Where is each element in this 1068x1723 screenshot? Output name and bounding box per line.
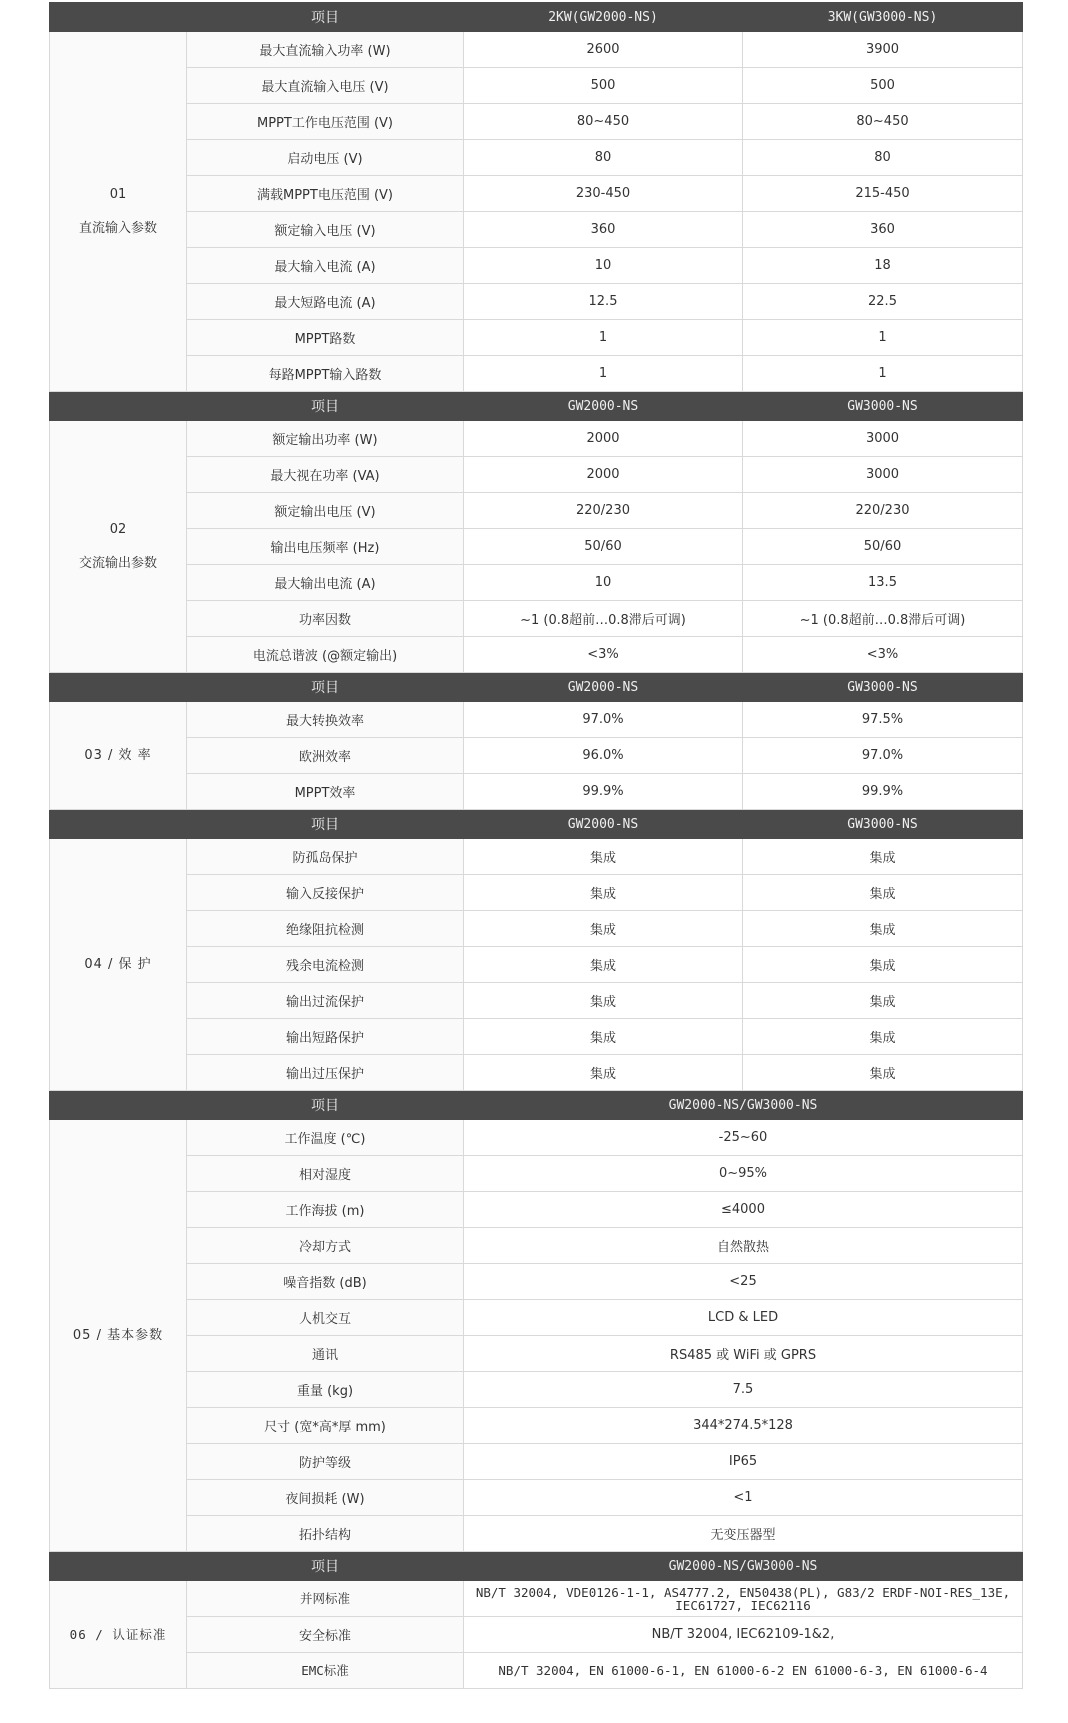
spec-label: 尺寸 (宽*高*厚 mm)	[187, 1408, 464, 1444]
spec-value: 99.9%	[464, 774, 743, 810]
spec-value: 1	[464, 356, 743, 392]
spec-row	[50, 493, 1023, 529]
spec-value: IP65	[464, 1444, 1023, 1480]
spec-value: -25~60	[464, 1120, 1023, 1156]
spec-label: 欧洲效率	[187, 738, 464, 774]
spec-value: 3000	[743, 457, 1023, 493]
spec-row	[50, 1653, 1023, 1689]
spec-label: 满载MPPT电压范围 (V)	[187, 176, 464, 212]
section-header-spacer	[50, 1552, 187, 1581]
spec-label: 夜间损耗 (W)	[187, 1480, 464, 1516]
spec-row	[50, 1264, 1023, 1300]
section-header-row	[50, 1091, 1023, 1120]
section-number: 03 /	[84, 747, 114, 763]
section-name: 交流输出参数	[78, 555, 157, 571]
spec-value: 集成	[743, 875, 1023, 911]
column-header-item: 项目	[187, 392, 464, 421]
spec-value: 18	[743, 248, 1023, 284]
spec-value: 集成	[464, 1019, 743, 1055]
spec-label: 输出电压频率 (Hz)	[187, 529, 464, 565]
section-title	[50, 702, 187, 810]
spec-value: <1	[464, 1480, 1023, 1516]
spec-value: 0~95%	[464, 1156, 1023, 1192]
spec-row	[50, 1516, 1023, 1552]
spec-value: NB/T 32004, IEC62109-1&2,	[464, 1617, 1023, 1653]
spec-label: 最大短路电流 (A)	[187, 284, 464, 320]
section-title	[50, 1581, 187, 1689]
spec-label: 额定输出功率 (W)	[187, 421, 464, 457]
spec-row	[50, 637, 1023, 673]
column-header-item: 项目	[187, 810, 464, 839]
spec-value: 无变压器型	[464, 1516, 1023, 1552]
section-title	[50, 1120, 187, 1552]
spec-row	[50, 529, 1023, 565]
spec-row	[50, 104, 1023, 140]
spec-label: 额定输入电压 (V)	[187, 212, 464, 248]
spec-row	[50, 421, 1023, 457]
spec-label: MPPT工作电压范围 (V)	[187, 104, 464, 140]
spec-row	[50, 1372, 1023, 1408]
section-name: 直流输入参数	[78, 220, 157, 236]
spec-value: 集成	[743, 839, 1023, 875]
spec-value: 99.9%	[743, 774, 1023, 810]
section-header-row	[50, 810, 1023, 839]
spec-label: 电流总谐波 (@额定输出)	[187, 637, 464, 673]
section-header-spacer	[50, 1091, 187, 1120]
spec-value: 2600	[464, 32, 743, 68]
spec-row	[50, 320, 1023, 356]
spec-row	[50, 1581, 1023, 1617]
spec-row	[50, 457, 1023, 493]
spec-label: 最大转换效率	[187, 702, 464, 738]
spec-label: 启动电压 (V)	[187, 140, 464, 176]
section-title	[50, 839, 187, 1091]
section-title	[50, 32, 187, 392]
section-header-spacer	[50, 673, 187, 702]
spec-row	[50, 248, 1023, 284]
spec-label: MPPT路数	[187, 320, 464, 356]
spec-row	[50, 1617, 1023, 1653]
spec-value: 集成	[464, 983, 743, 1019]
spec-label: 重量 (kg)	[187, 1372, 464, 1408]
spec-row	[50, 176, 1023, 212]
spec-label: 最大直流输入电压 (V)	[187, 68, 464, 104]
spec-value: 50/60	[743, 529, 1023, 565]
spec-value: 80	[464, 140, 743, 176]
spec-value: NB/T 32004, EN 61000-6-1, EN 61000-6-2 EN 61000-6-3, EN 61000-6-4	[464, 1653, 1023, 1689]
spec-label: 输出过流保护	[187, 983, 464, 1019]
spec-row	[50, 947, 1023, 983]
spec-sheet	[49, 2, 1022, 1689]
spec-value: 集成	[464, 839, 743, 875]
spec-row	[50, 284, 1023, 320]
column-header-model: GW3000-NS	[743, 673, 1023, 702]
column-header-model: 3KW(GW3000-NS)	[743, 3, 1023, 32]
spec-row	[50, 839, 1023, 875]
spec-label: EMC标准	[187, 1653, 464, 1689]
spec-value: 自然散热	[464, 1228, 1023, 1264]
spec-row	[50, 983, 1023, 1019]
spec-row	[50, 140, 1023, 176]
spec-row	[50, 1444, 1023, 1480]
spec-row	[50, 32, 1023, 68]
spec-value: 220/230	[743, 493, 1023, 529]
spec-value: 97.5%	[743, 702, 1023, 738]
spec-label: 防孤岛保护	[187, 839, 464, 875]
spec-value: NB/T 32004, VDE0126-1-1, AS4777.2, EN50438(PL), G83/2 ERDF-NOI-RES_13E, IEC61727, IEC62116	[464, 1581, 1023, 1617]
spec-value: 360	[464, 212, 743, 248]
spec-table-body	[50, 3, 1023, 1689]
spec-label: 冷却方式	[187, 1228, 464, 1264]
spec-value: 集成	[743, 947, 1023, 983]
section-header-row	[50, 3, 1023, 32]
spec-value: 集成	[743, 911, 1023, 947]
spec-table	[49, 2, 1023, 1689]
column-header-model: GW2000-NS/GW3000-NS	[464, 1091, 1023, 1120]
spec-value: 80~450	[464, 104, 743, 140]
spec-label: 绝缘阻抗检测	[187, 911, 464, 947]
spec-label: 并网标准	[187, 1581, 464, 1617]
spec-value: 10	[464, 565, 743, 601]
spec-row	[50, 356, 1023, 392]
spec-value: 集成	[464, 875, 743, 911]
spec-value: 1	[743, 356, 1023, 392]
section-number: 05 /	[72, 1327, 102, 1343]
section-number: 04 /	[84, 956, 114, 972]
column-header-model: GW3000-NS	[743, 392, 1023, 421]
spec-value: 80	[743, 140, 1023, 176]
spec-row	[50, 1120, 1023, 1156]
column-header-model: 2KW(GW2000-NS)	[464, 3, 743, 32]
spec-label: 额定输出电压 (V)	[187, 493, 464, 529]
spec-label: 人机交互	[187, 1300, 464, 1336]
spec-label: 最大输入电流 (A)	[187, 248, 464, 284]
spec-value: 80~450	[743, 104, 1023, 140]
spec-value: ≤4000	[464, 1192, 1023, 1228]
spec-value: 50/60	[464, 529, 743, 565]
spec-value: 集成	[743, 1055, 1023, 1091]
section-title	[50, 421, 187, 673]
spec-row	[50, 1300, 1023, 1336]
spec-label: 安全标准	[187, 1617, 464, 1653]
spec-value: 215-450	[743, 176, 1023, 212]
spec-value: 3000	[743, 421, 1023, 457]
column-header-item: 项目	[187, 673, 464, 702]
spec-row	[50, 1019, 1023, 1055]
section-header-row	[50, 392, 1023, 421]
spec-value: 7.5	[464, 1372, 1023, 1408]
spec-label: 输出过压保护	[187, 1055, 464, 1091]
section-number: 01	[109, 186, 127, 202]
column-header-item: 项目	[187, 1091, 464, 1120]
spec-value: 500	[743, 68, 1023, 104]
spec-value: ~1 (0.8超前…0.8滞后可调)	[743, 601, 1023, 637]
column-header-model: GW2000-NS	[464, 673, 743, 702]
spec-value: 10	[464, 248, 743, 284]
spec-row	[50, 1192, 1023, 1228]
spec-row	[50, 774, 1023, 810]
spec-label: 最大直流输入功率 (W)	[187, 32, 464, 68]
spec-value: 360	[743, 212, 1023, 248]
spec-row	[50, 212, 1023, 248]
spec-value: 230-450	[464, 176, 743, 212]
spec-row	[50, 565, 1023, 601]
spec-value: 220/230	[464, 493, 743, 529]
spec-value: 96.0%	[464, 738, 743, 774]
section-name: 效 率	[118, 747, 152, 763]
spec-value: 3900	[743, 32, 1023, 68]
spec-value: 12.5	[464, 284, 743, 320]
spec-row	[50, 601, 1023, 637]
spec-label: 防护等级	[187, 1444, 464, 1480]
spec-label: 工作海拔 (m)	[187, 1192, 464, 1228]
spec-label: 每路MPPT输入路数	[187, 356, 464, 392]
section-number: 02	[109, 521, 127, 537]
spec-label: 噪音指数 (dB)	[187, 1264, 464, 1300]
section-header-row	[50, 673, 1023, 702]
spec-label: 工作温度 (℃)	[187, 1120, 464, 1156]
column-header-item: 项目	[187, 3, 464, 32]
spec-value: 集成	[464, 947, 743, 983]
spec-value: 13.5	[743, 565, 1023, 601]
section-header-spacer	[50, 3, 187, 32]
spec-value: <25	[464, 1264, 1023, 1300]
spec-value: <3%	[464, 637, 743, 673]
spec-value: ~1 (0.8超前…0.8滞后可调)	[464, 601, 743, 637]
spec-value: 集成	[464, 1055, 743, 1091]
spec-row	[50, 738, 1023, 774]
spec-label: 残余电流检测	[187, 947, 464, 983]
spec-row	[50, 911, 1023, 947]
spec-value: 2000	[464, 457, 743, 493]
section-number: 06 /	[69, 1627, 104, 1642]
spec-row	[50, 1055, 1023, 1091]
section-header-spacer	[50, 392, 187, 421]
spec-value: 97.0%	[464, 702, 743, 738]
spec-label: 功率因数	[187, 601, 464, 637]
spec-row	[50, 1228, 1023, 1264]
column-header-model: GW2000-NS	[464, 810, 743, 839]
spec-value: 集成	[743, 983, 1023, 1019]
spec-row	[50, 1480, 1023, 1516]
spec-value: RS485 或 WiFi 或 GPRS	[464, 1336, 1023, 1372]
spec-row	[50, 702, 1023, 738]
spec-value: 344*274.5*128	[464, 1408, 1023, 1444]
spec-value: <3%	[743, 637, 1023, 673]
spec-label: MPPT效率	[187, 774, 464, 810]
spec-row	[50, 875, 1023, 911]
spec-row	[50, 1408, 1023, 1444]
column-header-model: GW2000-NS	[464, 392, 743, 421]
spec-label: 相对湿度	[187, 1156, 464, 1192]
section-header-spacer	[50, 810, 187, 839]
spec-value: 2000	[464, 421, 743, 457]
spec-value: 22.5	[743, 284, 1023, 320]
section-header-row	[50, 1552, 1023, 1581]
spec-label: 通讯	[187, 1336, 464, 1372]
section-name: 保 护	[118, 956, 152, 972]
spec-value: 97.0%	[743, 738, 1023, 774]
spec-value: 1	[464, 320, 743, 356]
section-name: 认证标准	[112, 1627, 167, 1642]
spec-value: 集成	[743, 1019, 1023, 1055]
column-header-item: 项目	[187, 1552, 464, 1581]
spec-row	[50, 1156, 1023, 1192]
spec-value: 1	[743, 320, 1023, 356]
spec-label: 输入反接保护	[187, 875, 464, 911]
spec-row	[50, 1336, 1023, 1372]
spec-value: 集成	[464, 911, 743, 947]
spec-label: 拓扑结构	[187, 1516, 464, 1552]
spec-label: 最大视在功率 (VA)	[187, 457, 464, 493]
section-name: 基本参数	[107, 1327, 164, 1343]
column-header-model: GW2000-NS/GW3000-NS	[464, 1552, 1023, 1581]
spec-label: 最大输出电流 (A)	[187, 565, 464, 601]
column-header-model: GW3000-NS	[743, 810, 1023, 839]
spec-value: 500	[464, 68, 743, 104]
spec-row	[50, 68, 1023, 104]
spec-value: LCD & LED	[464, 1300, 1023, 1336]
spec-label: 输出短路保护	[187, 1019, 464, 1055]
